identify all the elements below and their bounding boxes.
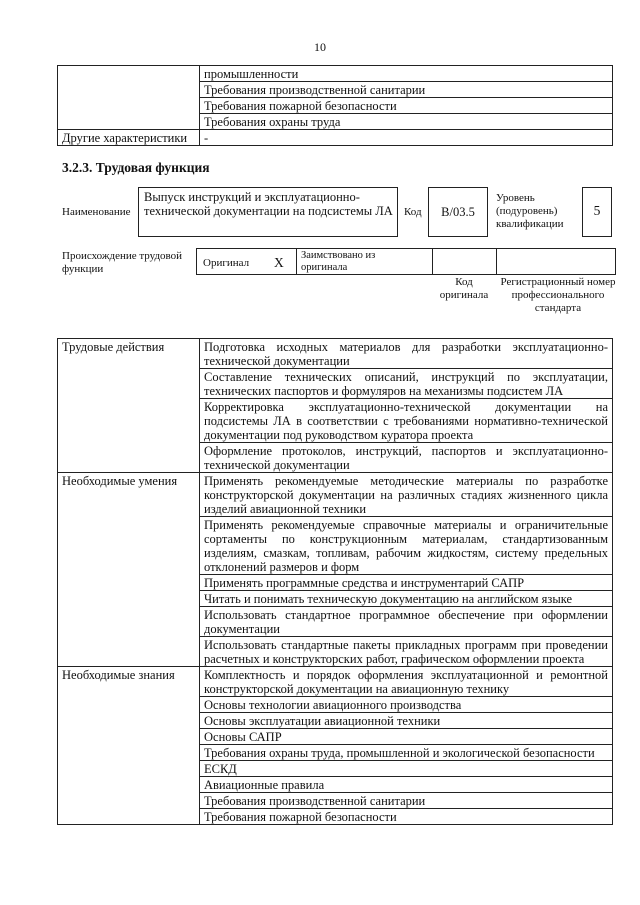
table-cell: Основы эксплуатации авиационной техники: [200, 713, 613, 729]
table-cell: Требования охраны труда, промышленной и экологической безопасности: [200, 745, 613, 761]
table-cell: Оформление протоколов, инструкций, паспортов и эксплуатационно-технической документации: [200, 443, 613, 473]
table-row: [58, 339, 613, 369]
borrowed-label: Заимствовано из оригинала: [301, 250, 376, 273]
original-code-caption: Код оригинала: [439, 276, 489, 301]
continuation-table: [57, 65, 613, 146]
origin-divider: [296, 248, 297, 275]
original-label: Оригинал: [203, 257, 250, 269]
table-cell: Использовать стандартные пакеты прикладных программ при проведении расчетных и конструкторских работ, графическом оформлении проекта: [200, 637, 613, 667]
table-cell: Читать и понимать техническую документацию на английском языке: [200, 591, 613, 607]
table-cell: Применять рекомендуемые методические материалы по разработке конструкторской документации на различных стадиях жизненного цикла изделий авиационной техники: [200, 473, 613, 517]
table-cell: Основы САПР: [200, 729, 613, 745]
section-heading-cell: Трудовые действия: [58, 339, 200, 473]
table-cell: Требования производственной санитарии: [200, 793, 613, 809]
section-heading-cell: Необходимые умения: [58, 473, 200, 667]
competency-table: [57, 338, 613, 825]
other-characteristics-label: Другие характеристики: [58, 130, 200, 146]
level-value: 5: [593, 203, 601, 218]
original-mark: X: [274, 255, 284, 270]
table-cell: Использовать стандартное программное обеспечение при оформлении документации: [200, 607, 613, 637]
table-row: [58, 66, 613, 82]
code-value: B/03.5: [441, 205, 475, 219]
table-cell: Корректировка эксплуатационно-технической документации на подсистемы ЛА в соответствии с требованиями нормативно-технической документации под руководством куратора проекта: [200, 399, 613, 443]
table-cell: Требования пожарной безопасности: [200, 98, 613, 114]
table-cell: Подготовка исходных материалов для разработки эксплуатационно-технической документации: [200, 339, 613, 369]
page-number: 10: [314, 40, 326, 54]
section-title: 3.2.3. Трудовая функция: [62, 160, 210, 175]
table-cell: Требования производственной санитарии: [200, 82, 613, 98]
table-cell: промышленности: [200, 66, 613, 82]
table-cell: Применять рекомендуемые справочные материалы и ограничительные сортаменты по конструкционным материалам, стандартизованным изделиям, смазкам, топливам, рабочим жидкостям, систему предельных отклонений размеров и форм: [200, 517, 613, 575]
table-cell: Авиационные правила: [200, 777, 613, 793]
registration-number-caption: Регистрационный номер профессионального стандарта: [500, 276, 616, 314]
code-label: Код: [404, 206, 422, 218]
level-label: Уровень (подуровень) квалификации: [496, 192, 564, 230]
table-cell: ЕСКД: [200, 761, 613, 777]
name-value: Выпуск инструкций и эксплуатационно-технической документации на подсистемы ЛА: [144, 190, 393, 218]
section-heading-cell: Необходимые знания: [58, 667, 200, 825]
other-characteristics-value: -: [200, 130, 613, 146]
empty-label-cell: [58, 66, 200, 130]
origin-label: Происхождение трудовой функции: [62, 250, 183, 275]
origin-divider: [432, 248, 433, 275]
table-cell: Требования охраны труда: [200, 114, 613, 130]
table-row: [58, 667, 613, 697]
table-cell: Применять программные средства и инструментарий САПР: [200, 575, 613, 591]
table-cell: Составление технических описаний, инструкций по эксплуатации, технических паспортов и формуляров на механизмы подсистем ЛА: [200, 369, 613, 399]
table-cell: Комплектность и порядок оформления эксплуатационной и ремонтной конструкторской документации на авиационную технику: [200, 667, 613, 697]
table-cell: Основы технологии авиационного производства: [200, 697, 613, 713]
origin-divider: [496, 248, 497, 275]
table-row: [58, 473, 613, 517]
table-cell: Требования пожарной безопасности: [200, 809, 613, 825]
table-row: [58, 130, 613, 146]
name-label: Наименование: [62, 206, 131, 218]
